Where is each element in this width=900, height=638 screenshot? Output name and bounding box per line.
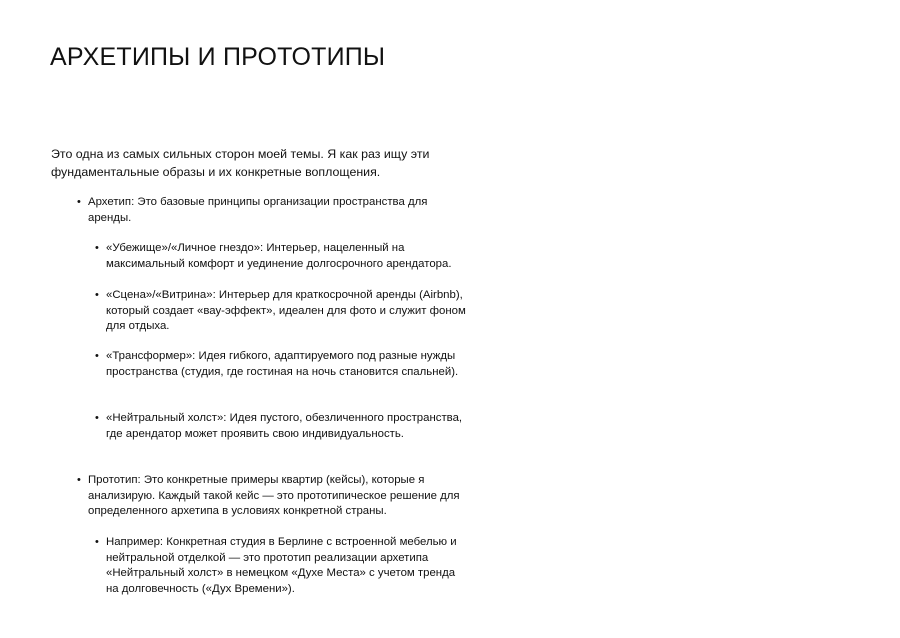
sub-item-refuge [95, 241, 468, 272]
bullet-icon: • [95, 242, 99, 254]
bullet-icon: • [95, 289, 99, 301]
bullet-icon: • [95, 412, 99, 424]
list-item-prototype [77, 473, 463, 520]
sub-item-text: «Сцена»/«Витрина»: Интерьер для краткосрочной аренды (Airbnb), который создает «вау-эффект», идеален для фото и служит фоном для отдыха. [106, 289, 466, 333]
list-item-text: Прототип: Это конкретные примеры квартир (кейсы), которые я анализирую. Каждый такой кейс — это прототипическое решение для определенного архетипа в условиях конкретной страны. [88, 474, 460, 518]
sub-item-stage [95, 288, 468, 335]
list-item-text: Архетип: Это базовые принципы организации пространства для аренды. [88, 196, 428, 224]
bullet-icon: • [95, 350, 99, 362]
page-title: АРХЕТИПЫ И ПРОТОТИПЫ [50, 43, 386, 71]
sub-item-example [95, 535, 468, 597]
list-item-archetype [77, 195, 463, 226]
sub-item-text: «Убежище»/«Личное гнездо»: Интерьер, нацеленный на максимальный комфорт и уединение долгосрочного арендатора. [106, 242, 452, 270]
sub-item-transformer [95, 349, 468, 380]
sub-item-text: «Трансформер»: Идея гибкого, адаптируемого под разные нужды пространства (студия, где гостиная на ночь становится спальней). [106, 350, 459, 378]
bullet-icon: • [77, 474, 81, 486]
intro-paragraph: Это одна из самых сильных сторон моей темы. Я как раз ищу эти фундаментальные образы и их конкретные воплощения. [51, 147, 430, 179]
sub-item-text: «Нейтральный холст»: Идея пустого, обезличенного пространства, где арендатор может проявить свою индивидуальность. [106, 412, 463, 440]
bullet-icon: • [77, 196, 81, 208]
bullet-icon: • [95, 536, 99, 548]
sub-item-neutral-canvas [95, 411, 468, 442]
sub-item-text: Например: Конкретная студия в Берлине с встроенной мебелью и нейтральной отделкой — это прототип реализации архетипа «Нейтральный холст» в немецком «Духе Места» с учетом тренда на долговечность («Дух Времени»). [106, 536, 457, 595]
